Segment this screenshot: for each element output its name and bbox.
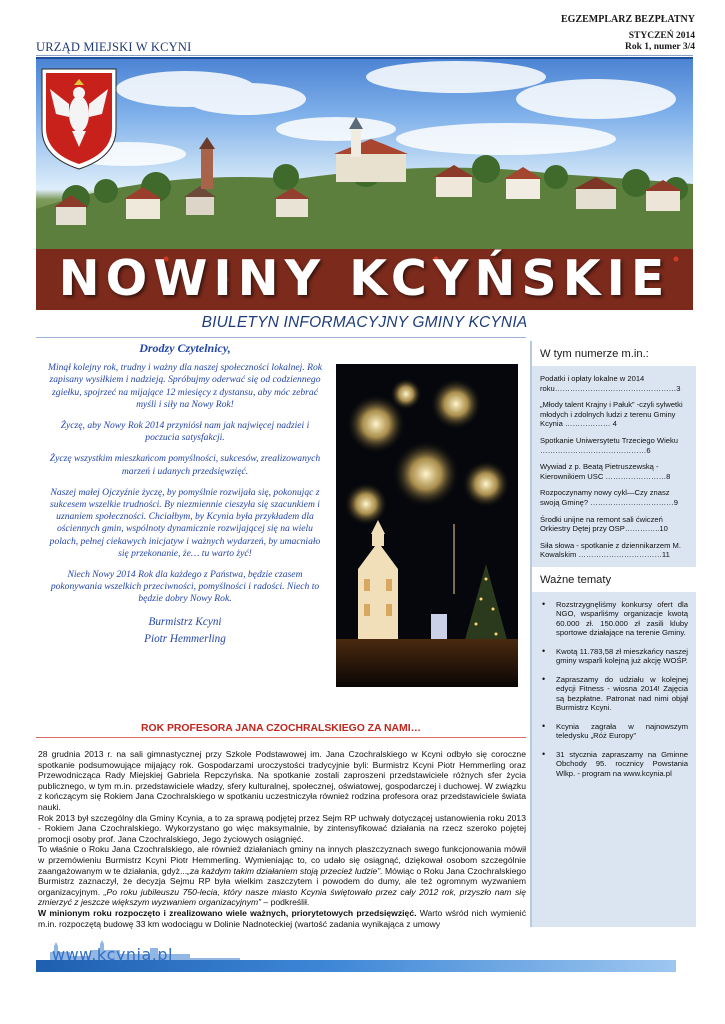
editorial-paragraph: Życzę wszystkim mieszkańcom pomyślności, sukcesów, zrealizowanych marzeń i udanych przedsięwzięć. [49, 453, 321, 477]
issue-number: Rok 1, numer 3/4 [624, 42, 695, 52]
editorial-heading: Drodzy Czytelnicy, [139, 341, 231, 355]
article-text: To właśnie o Roku Jana Czochralskiego, ale również działaniach gminy na innych płaszczyznach swego funkcjonowania mówił w przemówieniu Burmistrz Kcyni Piotr Hemmerling. Wymieniając to, co udało się osiągnąć, dziękował osobom szczególnie zaangażowanym w te działania, gdyż... [38, 844, 526, 876]
list-item: • Kwotą 11.783,58 zł mieszkańcy naszej gminy wsparli kolejną już akcję WOŚP. [542, 647, 688, 666]
article-paragraph [38, 844, 526, 908]
list-item: • Rozstrzygnęliśmy konkursy ofert dla NGO, wsparliśmy organizacje kwotą 60.000 zł. 150.000 zł zasili kluby sportowe działające na terenie Gminy. [542, 600, 688, 638]
article-title: ROK PROFESORA JANA CZOCHRALSKIEGO ZA NAMI… [141, 723, 421, 734]
toc-item[interactable]: Siła słowa - spotkanie z dziennikarzem M. Kowalskim ……………………………11 [540, 540, 681, 560]
article-body [38, 749, 526, 929]
list-item: • 31 stycznia zapraszamy na Gminne Obchody 95. rocznicy Powstania Wlkp. - program na www.kcynia.pl [542, 750, 688, 779]
issue-info [561, 14, 695, 53]
article-paragraph: Rok 2013 był szczególny dla Gminy Kcynia, a to za sprawą podjętej przez Sejm RP uchwały dotyczącej ustanowienia roku 2013 - Rokiem Jana Czochralskiego. Wykorzystano go więc maksymalnie, by zintensyfikować działania na rzecz szeroko pojętej promocji osoby prof. Jana Czochralskiego, Jego życiowych osiągnięć. [38, 812, 526, 844]
sidebar [530, 341, 696, 927]
important-topics-list [532, 592, 696, 779]
list-item: • Kcynia zagrała w najnowszym teledysku „Róż Europy” [542, 722, 688, 741]
subtitle-divider [36, 337, 526, 338]
coat-of-arms-icon [42, 69, 116, 169]
article-paragraph [38, 908, 526, 929]
toc-item[interactable]: Rozpoczynamy nowy cykl—Czy znasz swoją Gminę? ……………………………9 [540, 488, 678, 507]
article-text: – podkreślił. [261, 897, 310, 908]
signature-role: Burmistrz Kcyni [148, 615, 222, 628]
article-divider [36, 737, 526, 738]
editorial-paragraph: Życzę, aby Nowy Rok 2014 przyniósł nam jak najwięcej nadziei i poczucia satysfakcji. [60, 420, 310, 444]
signature-name: Piotr Hemmerling [144, 632, 226, 645]
editorial-paragraph: Minął kolejny rok, trudny i ważny dla naszej społeczności lokalnej. Rok zapisany wysiłkiem i nadzieją. Spróbujmy oderwać się od codziennego zgiełku, spojrzeć na mijające 12 miesięcy z dystansu, aby móc zebrać myśli i siły na Nowy Rok! [47, 362, 323, 410]
newspaper-title: NOWINY KCYŃSKIE [58, 250, 671, 307]
publisher-name: URZĄD MIEJSKI W KCYNI [36, 40, 192, 54]
toc-item[interactable]: Środki unijne na remont sali ćwiczeń Orkiestry Dętej przy OSP…………..10 [540, 514, 668, 534]
toc-item[interactable]: Spotkanie Uniwersytetu Trzeciego Wieku ……………………………………6 [540, 435, 679, 455]
toc-item[interactable]: Wywiad z p. Beatą Pietruszewską - Kierownikiem USC ……………………8 [540, 462, 671, 481]
newsletter-subtitle: BIULETYN INFORMACYJNY GMINY KCYNIA [201, 314, 528, 331]
editorial-paragraph: Niech Nowy 2014 Rok dla każdego z Państwa, będzie czasem pokonywania wszelkich przeciwności, pomyślności i radości. Niech to będzie dobry Nowy Rok. [50, 569, 320, 605]
toc-item[interactable]: „Młody talent Krajny i Pałuk” -czyli sylwetki młodych i zdolnych ludzi z terenu Gminy Kcynia ……………… 4 [540, 400, 683, 429]
issue-date: STYCZEŃ 2014 [628, 31, 695, 41]
article-text: Mówiąc o Roku Jana Czochralskiego Burmistrz zaznaczył, że decyzja Sejmu RP była wielkim zaszczytem i powodem do dumy, ale też ogromnym wyzwaniem organizacyjnym. [38, 865, 526, 897]
editorial-letter [44, 342, 326, 647]
article-paragraph: 28 grudnia 2013 r. na sali gimnastycznej przy Szkole Podstawowej im. Jana Czochralskiego w Kcyni odbyło się coroczne spotkanie podsumowujące mijający rok. Gospodarzami uroczystości tradycyjnie byli: Burmistrz Kcyni Piotr Hemmerling oraz Przewodnicząca Rady Miejskiej Gabriela Repczyńska. Na spotkanie zostali zaproszeni przedstawiciele różnych sfer życia publicznego, w tym m.in. przedstawiciele władzy, sfery kulturalnej, społecznej, oświatowej, gospodarczej i duchowej. W związku z kończącym się Rokiem Jana Czochralskiego w spotkaniu uczestniczyła również rodzina profesora oraz przedstawiciele świata nauki. [38, 749, 526, 812]
free-copy-label: EGZEMPLARZ BEZPŁATNY [561, 14, 695, 25]
toc-item[interactable]: Podatki i opłaty lokalne w 2014 roku…………………………………………3 [540, 374, 681, 393]
list-item: • Zapraszamy do udziału w kolejnej edycji Fitness - wiosna 2014! Zajęcia są bezpłatne. Patronat nad nimi objął Burmistrz Kcyni. [542, 675, 688, 713]
article-text: Warto wśród nich wymienić m.in. rozpoczętą budowę 33 km wodociągu w Dolinie Nadnoteckiej (wartość zadania wynikająca z umowy [38, 907, 526, 929]
article-highlight: W minionym roku rozpoczęto i zrealizowano wiele ważnych, priorytetowych przedsięwzięć. [38, 907, 417, 918]
quote: „za każdym takim działaniem stoją przecież ludzie”. [187, 865, 383, 876]
quote: „Po roku jubileuszu 750-lecia, który nasze miasto Kcynia świętowało przez cały 2012 rok, przyszło nam się zmierzyć z jeszcze większym wyzwaniem organizacyjnym” [38, 886, 526, 908]
website-link[interactable]: www.kcynia.pl [52, 945, 173, 964]
table-of-contents [532, 366, 696, 560]
header-divider [36, 55, 693, 56]
editorial-paragraph: Naszej małej Ojczyźnie życzę, by pomyślnie rozwijała się, pokonując z sukcesem wszelkie trudności. By niezmiennie cieszyła się szacunkiem i uznaniem społeczności. Chciałbym, by Kcynia była przykładem dla ościennych gmin, wspólnoty dynamicznie rozwijającej się na wielu polach, pełnej ciekawych inicjatyw i ważnych wydarzeń, by umacniało się przekonanie, że… tu warto żyć! [49, 486, 321, 559]
fireworks-photo [336, 364, 518, 687]
important-topics-heading: Ważne tematy [532, 567, 696, 592]
toc-heading: W tym numerze m.in.: [532, 341, 696, 366]
